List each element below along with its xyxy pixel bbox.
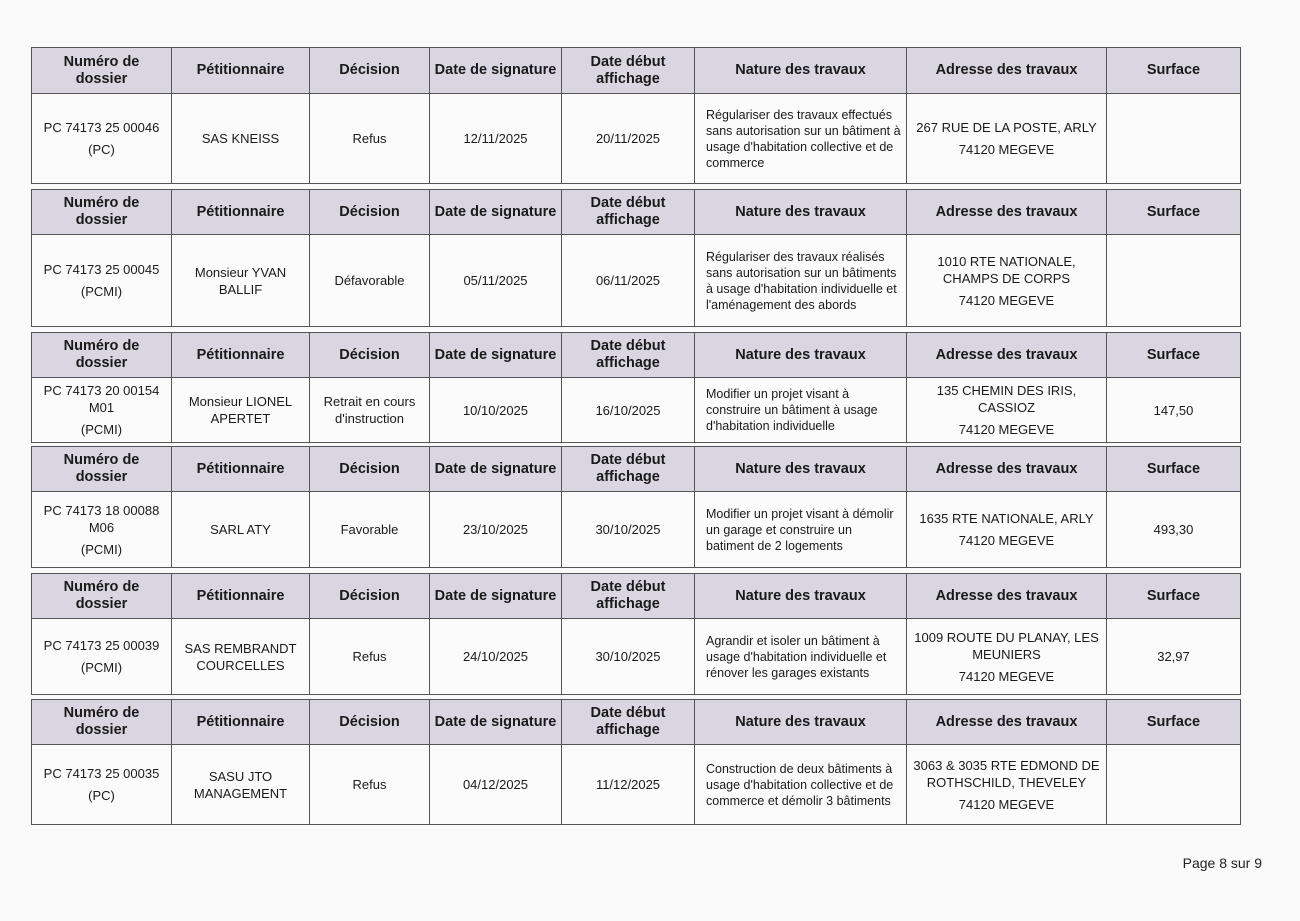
header-row [32,48,1241,94]
cell-adresse [907,235,1107,327]
permit-table [31,699,1241,825]
cell-adresse [907,745,1107,825]
header-adresse: Adresse des travaux [907,447,1107,492]
address-street: 1635 RTE NATIONALE, ARLY [919,511,1094,526]
permit-table [31,446,1241,568]
header-decision: Décision [310,190,430,235]
cell-numero [32,378,172,443]
header-surface: Surface [1107,447,1241,492]
header-petitionnaire: Pétitionnaire [172,190,310,235]
table-row [32,94,1241,184]
header-surface: Surface [1107,333,1241,378]
header-numero: Numéro de dossier [32,48,172,94]
address-city: 74120 MEGEVE [958,422,1055,437]
cell-surface [1107,235,1241,327]
cell-date-signature: 10/10/2025 [430,378,562,443]
cell-date-affichage: 30/10/2025 [562,619,695,695]
cell-surface [1107,94,1241,184]
cell-decision: Défavorable [310,235,430,327]
header-adresse: Adresse des travaux [907,48,1107,94]
dossier-number: PC 74173 25 00046 [43,120,160,135]
cell-numero [32,492,172,568]
dossier-number: PC 74173 18 00088 M06 [43,502,160,535]
cell-date-signature: 05/11/2025 [430,235,562,327]
table-row [32,745,1241,825]
address-city: 74120 MEGEVE [958,292,1055,308]
permit-table [31,47,1241,184]
header-surface: Surface [1107,700,1241,745]
table-row [32,619,1241,695]
header-row [32,447,1241,492]
cell-date-affichage: 06/11/2025 [562,235,695,327]
cell-nature: Régulariser des travaux réalisés sans autorisation sur un bâtiments à usage d'habitation individuelle et l'aménagement des abords [695,235,907,327]
dossier-type: (PC) [88,142,115,157]
cell-numero [32,94,172,184]
address-city: 74120 MEGEVE [958,533,1055,548]
address-street: 1009 ROUTE DU PLANAY, LES MEUNIERS [914,629,1099,662]
address-street: 135 CHEMIN DES IRIS, CASSIOZ [936,383,1077,415]
cell-numero [32,745,172,825]
cell-date-signature: 04/12/2025 [430,745,562,825]
header-adresse: Adresse des travaux [907,333,1107,378]
cell-surface [1107,745,1241,825]
header-nature: Nature des travaux [695,190,907,235]
page-number: Page 8 sur 9 [1182,855,1262,871]
cell-surface: 147,50 [1107,378,1241,443]
header-row [32,574,1241,619]
header-nature: Nature des travaux [695,333,907,378]
cell-date-affichage: 11/12/2025 [562,745,695,825]
header-date-signature: Date de signature [430,333,562,378]
header-petitionnaire: Pétitionnaire [172,700,310,745]
header-decision: Décision [310,700,430,745]
header-surface: Surface [1107,48,1241,94]
header-decision: Décision [310,333,430,378]
cell-decision: Favorable [310,492,430,568]
header-date-affichage: Date début affichage [562,333,695,378]
header-decision: Décision [310,574,430,619]
dossier-type: (PC) [88,788,115,803]
header-decision: Décision [310,48,430,94]
permit-table [31,189,1241,327]
dossier-number: PC 74173 20 00154 M01 [43,383,160,415]
header-numero: Numéro de dossier [32,700,172,745]
table-row [32,235,1241,327]
cell-petitionnaire: SARL ATY [172,492,310,568]
cell-date-affichage: 16/10/2025 [562,378,695,443]
dossier-number: PC 74173 25 00045 [43,262,160,277]
header-numero: Numéro de dossier [32,190,172,235]
dossier-number: PC 74173 25 00035 [43,766,160,781]
header-nature: Nature des travaux [695,48,907,94]
address-street: 1010 RTE NATIONALE, CHAMPS DE CORPS [937,253,1076,286]
cell-numero [32,619,172,695]
address-street: 267 RUE DE LA POSTE, ARLY [916,120,1097,135]
dossier-type: (PCMI) [80,660,123,675]
address-city: 74120 MEGEVE [958,668,1055,684]
cell-petitionnaire: Monsieur YVAN BALLIF [172,235,310,327]
dossier-type: (PCMI) [80,284,123,299]
dossier-type: (PCMI) [80,422,123,437]
cell-decision: Retrait en cours d'instruction [310,378,430,443]
header-date-affichage: Date début affichage [562,700,695,745]
permit-table [31,573,1241,695]
cell-date-affichage: 30/10/2025 [562,492,695,568]
header-date-affichage: Date début affichage [562,190,695,235]
header-nature: Nature des travaux [695,700,907,745]
header-date-signature: Date de signature [430,700,562,745]
cell-nature: Régulariser des travaux effectués sans autorisation sur un bâtiment à usage d'habitation collective et de commerce [695,94,907,184]
header-date-signature: Date de signature [430,447,562,492]
header-row [32,333,1241,378]
cell-adresse [907,94,1107,184]
header-date-signature: Date de signature [430,48,562,94]
table-row [32,492,1241,568]
cell-petitionnaire: SASU JTO MANAGEMENT [172,745,310,825]
cell-surface: 493,30 [1107,492,1241,568]
address-city: 74120 MEGEVE [958,796,1055,812]
address-street: 3063 & 3035 RTE EDMOND DE ROTHSCHILD, THEVELEY [913,757,1100,790]
header-nature: Nature des travaux [695,574,907,619]
cell-nature: Modifier un projet visant à démolir un garage et construire un batiment de 2 logements [695,492,907,568]
cell-petitionnaire: Monsieur LIONEL APERTET [172,378,310,443]
table-row [32,378,1241,443]
cell-petitionnaire: SAS REMBRANDT COURCELLES [172,619,310,695]
cell-nature: Modifier un projet visant à construire un bâtiment à usage d'habitation individuelle [695,378,907,443]
header-petitionnaire: Pétitionnaire [172,447,310,492]
cell-adresse [907,619,1107,695]
header-date-affichage: Date début affichage [562,574,695,619]
header-row [32,700,1241,745]
header-date-affichage: Date début affichage [562,447,695,492]
header-row [32,190,1241,235]
cell-date-signature: 12/11/2025 [430,94,562,184]
header-petitionnaire: Pétitionnaire [172,333,310,378]
header-surface: Surface [1107,190,1241,235]
cell-surface: 32,97 [1107,619,1241,695]
header-date-signature: Date de signature [430,574,562,619]
header-petitionnaire: Pétitionnaire [172,574,310,619]
header-nature: Nature des travaux [695,447,907,492]
permit-table [31,332,1241,443]
cell-date-affichage: 20/11/2025 [562,94,695,184]
cell-decision: Refus [310,619,430,695]
cell-petitionnaire: SAS KNEISS [172,94,310,184]
header-numero: Numéro de dossier [32,333,172,378]
cell-date-signature: 24/10/2025 [430,619,562,695]
cell-adresse [907,492,1107,568]
header-numero: Numéro de dossier [32,447,172,492]
cell-adresse [907,378,1107,443]
cell-decision: Refus [310,94,430,184]
dossier-number: PC 74173 25 00039 [43,638,160,653]
header-surface: Surface [1107,574,1241,619]
header-adresse: Adresse des travaux [907,190,1107,235]
header-numero: Numéro de dossier [32,574,172,619]
cell-date-signature: 23/10/2025 [430,492,562,568]
cell-nature: Construction de deux bâtiments à usage d'habitation collective et de commerce et démolir 3 bâtiments [695,745,907,825]
cell-decision: Refus [310,745,430,825]
header-adresse: Adresse des travaux [907,574,1107,619]
address-city: 74120 MEGEVE [958,142,1055,157]
header-decision: Décision [310,447,430,492]
header-date-signature: Date de signature [430,190,562,235]
header-date-affichage: Date début affichage [562,48,695,94]
dossier-type: (PCMI) [80,541,123,557]
cell-numero [32,235,172,327]
cell-nature: Agrandir et isoler un bâtiment à usage d'habitation individuelle et rénover les garages existants [695,619,907,695]
header-petitionnaire: Pétitionnaire [172,48,310,94]
header-adresse: Adresse des travaux [907,700,1107,745]
